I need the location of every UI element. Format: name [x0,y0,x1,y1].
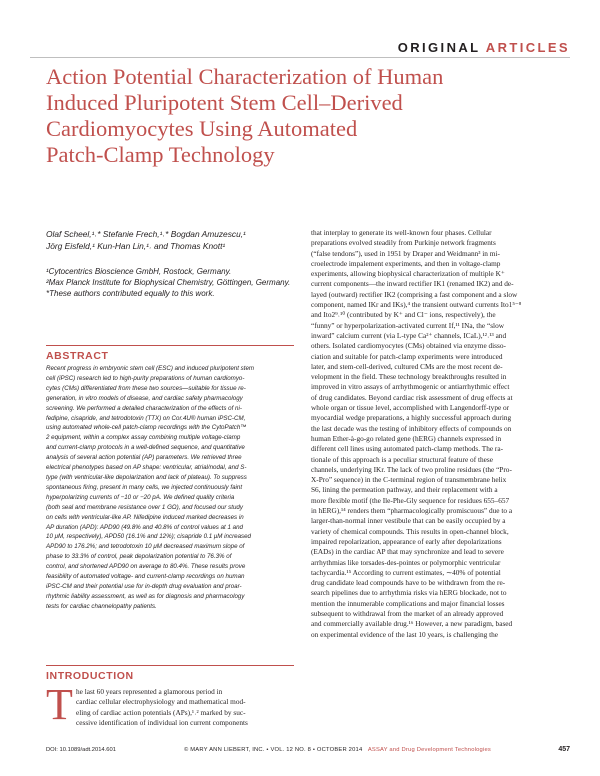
body-line: mention the innumerable complications and major financial losses [311,598,505,608]
body-line: experiments, allowing biophysical characterization of multiple K⁺ [311,269,505,279]
abstract-line: iPSC-CM and their potential use for in-depth drug evaluation and proar- [46,582,242,590]
abstract-line: APD90 to 176.2%; and tetrodotoxin 10 μM decreased maximum slope of [46,543,245,551]
page-number: 457 [558,746,570,753]
affiliation-line: ¹Cytocentrics Bioscience GmbH, Rostock, Germany. [46,267,232,276]
abstract-line: phase to 33.3% of control, peak depolarization potential to 76.3% of [46,553,232,561]
section-label-accent: ARTICLES [485,40,570,55]
abstract-line: spontaneous firing, present in many cells, we injected continuously faint [46,483,243,491]
title-line: Cardiomyocytes Using Automated [46,116,358,141]
body-line: more flexible motif (the Ile-Phe-Gly sequence for residues 655–657 [311,495,510,505]
body-line: that interplay to generate its well-known four phases. Cellular [311,228,492,237]
abstract-line: 10 μM, respectively), APD50 (16.1% and 12%); cisapride 0.1 μM increased [46,533,251,541]
introduction-heading: INTRODUCTION [46,670,134,682]
affiliation-line: ²Max Planck Institute for Biophysical Chemistry, Göttingen, Germany. [46,278,291,287]
abstract-text [46,364,294,612]
body-line: layed (outward) rectifier IK2 (comprising a fast component and a slow [311,289,518,299]
title-line: Patch-Clamp Technology [46,142,275,167]
section-label-main: ORIGINAL [397,40,481,55]
body-line: “funny” or hyperpolarization-activated current If,¹¹ INa, the “slow [311,320,504,330]
body-line: channels, underlying IKr. The lack of two proline residues (the “Pro- [311,464,512,474]
body-line: current components—the inward rectifier IK1 (renamed IK2) and de- [311,279,514,289]
abstract-line: (both seal and membrane resistance over 1 GΩ), and focused our study [46,503,243,511]
abstract-line: using automated whole-cell patch-clamp recordings with the CytoPatch™ [46,424,247,432]
abstract-line: electrical phenotypes based on AP shape: ventricular, atrial/nodal, and S- [46,464,247,472]
abstract-line: hyperpolarizing currents of −10 or −20 pA. We defined quality criteria [46,493,235,501]
body-line: (“false tendons”), used in 1951 by Draper and Weidmann³ in mi- [311,248,500,258]
right-column-text [311,228,566,640]
introduction-line: eling of cardiac action potentials (APs),¹˒² marked by suc- [76,707,246,717]
abstract-line: analysis of several action potential (AP) parameters. We retrieved three [46,454,242,462]
abstract-line: feasibility of automated voltage- and current-clamp recordings on human [46,573,245,581]
body-line: myocardial wedge preparations, a highly successful approach during [311,413,512,423]
introduction-line: he last 60 years represented a glamorous period in [76,687,223,696]
body-line: velopment in the field. These technology breakthroughs resulted in [311,372,507,382]
body-line: ciation and suitable for patch-clamp experiments were introduced [311,351,503,361]
header-divider [30,57,570,58]
abstract-line: AP duration (APD): APD90 (49.8% and 40.8% of control values at 1 and [46,523,243,531]
author-block [46,228,294,299]
body-line: croelectrode impalement experiments, and then in voltage-clamp [311,258,501,268]
abstract-divider [46,345,294,346]
body-line: different cell lines using automated patch-clamp methods. The ra- [311,444,504,454]
introduction-text [76,687,296,728]
body-line: human Ether-à-go-go related gene (hERG) channels expressed in [311,433,502,443]
body-line: later, and stem-cell-derived, cultured CMs are the most recent de- [311,361,503,371]
abstract-line: Recent progress in embryonic stem cell (ESC) and induced pluripotent stem [46,365,255,372]
abstract-line: tests for cardiac channelopathy patients. [46,602,157,610]
abstract-line: screening. We performed a detailed characterization of the effects of ni- [46,404,242,412]
body-line: tionale of this approach is a peculiar structural feature of these [311,454,493,464]
body-line: component, named IKr and IKs),⁴ the transient outward currents Ito1⁵⁻⁸ [311,300,522,310]
body-line: search pipelines due to arrhythmia risks via hERG blockade, not to [311,588,507,598]
title-line: Induced Pluripotent Stem Cell–Derived [46,90,403,115]
footer-publisher: © MARY ANN LIEBERT, INC. • VOL. 12 NO. 8 • OCTOBER 2014 [184,747,363,753]
introduction-line: cardiac cellular electrophysiology and mathematical mod- [76,697,246,707]
body-line: variety of chemical compounds. This results in open-channel block, [311,526,509,536]
body-line: impaired repolarization, appearance of early after depolarizations [311,536,502,546]
abstract-heading: ABSTRACT [46,350,109,362]
affiliation-line: *These authors contributed equally to this work. [46,289,215,298]
footer-publication [184,747,491,753]
abstract-line: rhythmic liability assessment, as well as for diagnosis and pharmacology [46,592,245,600]
body-line: and commercially available drug.¹⁶ However, a new paradigm, based [311,619,513,629]
body-line: in hERG),¹⁴ renders them “pharmacologically promiscuous” due to a [311,506,513,516]
abstract-line: on cells with ventricular-like AP. Nifedipine induced marked decreases in [46,513,244,521]
article-title [46,64,446,168]
abstract-line: cell (iPSC) research led to high-purity preparations of human cardiomyo- [46,374,245,382]
author-line: Jörg Eisfeld,¹ Kun-Han Lin,¹˒ and Thomas Knott¹ [46,241,226,251]
body-line: of drug candidates. Beyond cardiac risk assessment of drug effects at [311,392,513,402]
section-label [398,40,570,55]
abstract-line: cytes (CMs) differentiated from these two sources—suitable for tissue re- [46,384,246,392]
body-line: inward” calcium current (via L-type Ca²⁺ channels, ICaL),¹²˒¹³ and [311,330,507,340]
body-line: whole organ or tissue level, accomplished with Langendorff-type or [311,403,510,413]
author-list [46,228,294,252]
body-line: preparations evolved steadily from Purkinje network fragments [311,238,496,248]
body-line: tachycardia.¹⁵ According to current estimates, ∼40% of potential [311,567,501,577]
body-line: the last decade was the testing of inhibitory effects of compounds on [311,423,512,433]
body-line: (EADs) in the cardiac AP that may synchronize and lead to severe [311,547,504,557]
body-line: X-Pro” sequence) in the C-terminal region of transmembrane helix [311,475,507,485]
abstract-line: 2 equipment, within a complex assay combining multiple voltage-clamp [46,434,241,442]
footer-journal: ASSAY and Drug Development Technologies [367,747,491,753]
body-line: on experimental evidence of the last 10 years, is challenging the [311,629,499,639]
abstract-line: generation, in vitro models of disease, and cardiac safety pharmacology [46,394,243,402]
abstract-line: fedipine, cisapride, and tetrodotoxin (TTX) on Cor.4U® human iPSC-CM, [46,414,246,422]
body-line: subsequent to withdrawal from the market of an already approved [311,608,504,618]
author-line: Olaf Scheel,¹˒* Stefanie Frech,¹˒* Bogdan Amuzescu,¹ [46,229,246,239]
body-line: S6, lining the permeation pathway, and their replacement with a [311,485,498,495]
body-line: others. Isolated cardiomyocytes (CMs) obtained via enzyme disso- [311,341,506,351]
introduction-divider [46,665,294,666]
abstract-line: control, and shortened APD90 on average to 80.4%. These results prove [46,563,246,571]
drop-cap: T [46,680,73,729]
body-line: improved in vitro assays of arrhythmogenic or antiarrhythmic effect [311,382,510,392]
body-line: arrhythmias like torsades-des-pointes or polymorphic ventricular [311,557,501,567]
affiliations [46,266,294,299]
abstract-line: and current-clamp protocols in a well-defined sequence, and quantitative [46,444,245,452]
body-line: drug candidate lead compounds have to be withdrawn from the re- [311,578,506,588]
abstract-line: type (with ventricular-like depolarization and lack of plateau). To suppress [46,473,247,481]
body-line: larger-than-normal inner vestibule that can be easily occupied by a [311,516,506,526]
body-line: and Ito2⁹˒¹⁰ (contributed by K⁺ and Cl⁻ ions, respectively), the [311,310,496,320]
title-line: Action Potential Characterization of Human [46,64,444,89]
doi-link[interactable]: DOI: 10.1089/adt.2014.601 [46,747,116,753]
introduction-line: cessive identification of individual ion current components [76,717,248,727]
